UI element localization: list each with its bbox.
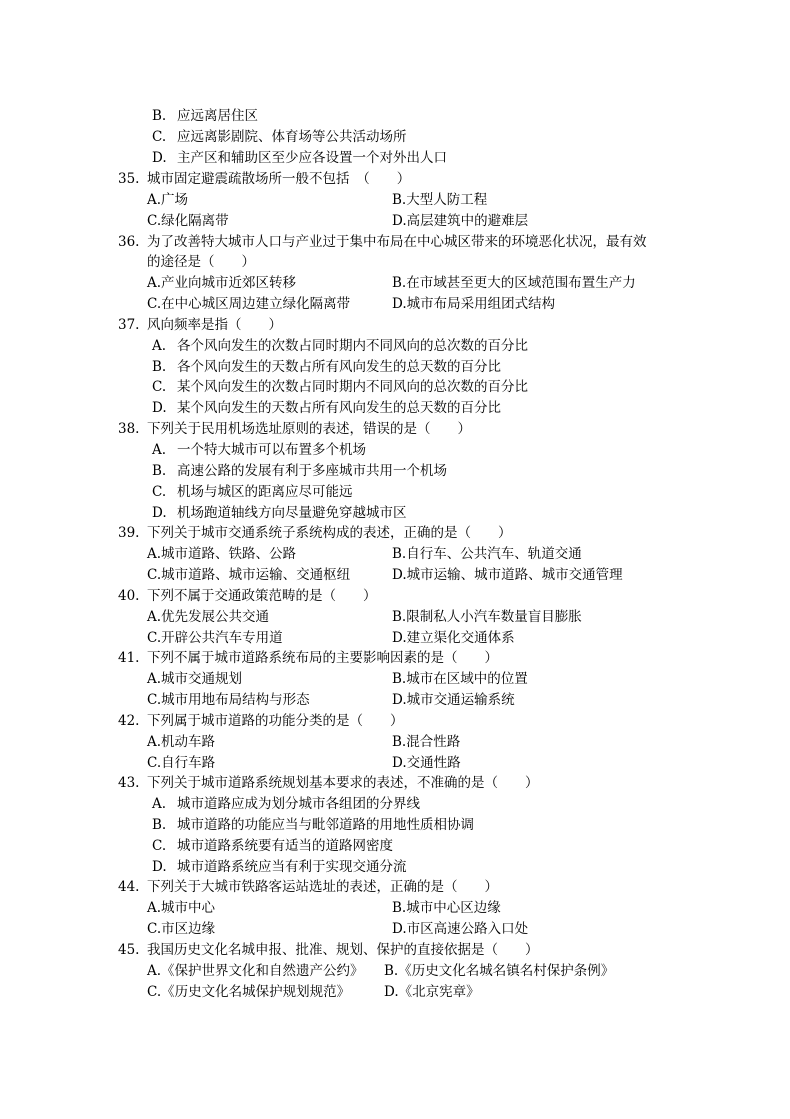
q40-option-c: C.开辟公共汽车专用道 [147,630,283,646]
option-text: 城市道路系统应当有利于实现交通分流 [177,859,407,875]
q42-option-c: C.自行车路 [147,755,216,771]
q42-text: 下列属于城市道路的功能分类的是（ ） [147,713,404,729]
q38-option-c [152,482,353,502]
option-text: 城市道路应成为划分城市各组团的分界线 [177,796,420,812]
q38-text: 下列关于民用机场选址原则的表述，错误的是（ ） [147,421,471,437]
q42-option-a: A.机动车路 [147,734,216,750]
q41-option-a: A.城市交通规划 [147,671,243,687]
q43-option-c [152,836,393,856]
q44-option-a: A.城市中心 [147,900,216,916]
option-label: B. [152,108,167,124]
q37-option-c [152,377,528,397]
option-text: 应远离居住区 [177,108,258,124]
q38-option-b [152,461,447,481]
option-label: B. [152,463,167,479]
q44-option-b: B.城市中心区边缘 [392,900,501,916]
option-label: C. [152,838,167,854]
q41-number: 41. [118,650,140,666]
q43-option-d [152,857,407,877]
option-label: A. [152,338,167,354]
option-label: C. [152,379,167,395]
q45-option-b: B.《历史文化名城名镇名村保护条例》 [384,963,615,979]
q44-option-d: D.市区高速公路入口处 [392,921,529,937]
q45-number: 45. [118,942,140,958]
q41-text: 下列不属于城市道路系统布局的主要影响因素的是（ ） [147,650,498,666]
option-label: B. [152,817,167,833]
option-text: 某个风向发生的次数占同时期内不同风向的总次数的百分比 [177,379,528,395]
option-label: D. [152,150,167,166]
q40-number: 40. [118,588,140,604]
q36-text-line1: 为了改善特大城市人口与产业过于集中布局在中心城区带来的环境恶化状况，最有效 [147,234,647,250]
option-label: D. [152,400,167,416]
option-label: A. [152,796,167,812]
q38-option-a [152,440,366,460]
q40-text: 下列不属于交通政策范畴的是（ ） [147,588,377,604]
option-text: 机场与城区的距离应尽可能远 [177,484,353,500]
q37-number: 37. [118,317,140,333]
q45-option-c: C.《历史文化名城保护规划规范》 [147,984,351,1000]
q37-option-b [152,357,501,377]
q38-option-d [152,503,407,523]
q35-number: 35. [118,171,140,187]
q42-number: 42. [118,713,140,729]
q42-option-b: B.混合性路 [392,734,461,750]
option-text: 某个风向发生的天数占所有风向发生的总天数的百分比 [177,400,501,416]
q40-option-b: B.限制私人小汽车数量盲目膨胀 [392,609,582,625]
q39-option-b: B.自行车、公共汽车、轨道交通 [392,546,582,562]
option-text: 各个风向发生的天数占所有风向发生的总天数的百分比 [177,359,501,375]
option-text: 城市道路的功能应当与毗邻道路的用地性质相协调 [177,817,474,833]
q39-option-c: C.城市道路、城市运输、交通枢纽 [147,567,351,583]
q43-option-a [152,794,420,814]
q36-option-c: C.在中心城区周边建立绿化隔离带 [147,296,351,312]
q43-text: 下列关于城市道路系统规划基本要求的表述，不准确的是（ ） [147,775,539,791]
q36-option-d: D.城市布局采用组团式结构 [392,296,556,312]
option-text: 高速公路的发展有利于多座城市共用一个机场 [177,463,447,479]
q40-option-a: A.优先发展公共交通 [147,609,270,625]
q36-option-b: B.在市域甚至更大的区域范围布置生产力 [392,275,636,291]
q36-option-a: A.产业向城市近郊区转移 [147,275,297,291]
option-text: 城市道路系统要有适当的道路网密度 [177,838,393,854]
q39-option-a: A.城市道路、铁路、公路 [147,546,297,562]
q44-option-c: C.市区边缘 [147,921,216,937]
q37-text: 风向频率是指（ ） [147,317,282,333]
q35-option-a: A.广场 [147,192,189,208]
option-text: 一个特大城市可以布置多个机场 [177,442,366,458]
q39-text: 下列关于城市交通系统子系统构成的表述，正确的是（ ） [147,525,512,541]
q45-option-a: A.《保护世界文化和自然遗产公约》 [147,963,364,979]
q36-text-line2: 的途径是（ ） [147,254,255,270]
q44-number: 44. [118,879,140,895]
option-text: 主产区和辅助区至少应各设置一个对外出人口 [177,150,447,166]
q34-option-c [152,127,407,147]
q45-text: 我国历史文化名城申报、批准、规划、保护的直接依据是（ ） [147,942,539,958]
q34-option-d [152,148,447,168]
q37-option-d [152,398,501,418]
option-label: B. [152,359,167,375]
q38-number: 38. [118,421,140,437]
option-label: C. [152,129,167,145]
q45-option-d: D.《北京宪章》 [384,984,480,1000]
option-label: D. [152,505,167,521]
option-label: A. [152,442,167,458]
q43-number: 43. [118,775,140,791]
q39-number: 39. [118,525,140,541]
q41-option-c: C.城市用地布局结构与形态 [147,692,310,708]
q35-option-b: B.大型人防工程 [392,192,488,208]
option-label: D. [152,859,167,875]
option-text: 应远离影剧院、体育场等公共活动场所 [177,129,407,145]
q37-option-a [152,336,528,356]
option-text: 机场跑道轴线方向尽量避免穿越城市区 [177,505,407,521]
q41-option-d: D.城市交通运输系统 [392,692,515,708]
q39-option-d: D.城市运输、城市道路、城市交通管理 [392,567,623,583]
q34-option-b [152,106,258,126]
q35-option-d: D.高层建筑中的避难层 [392,213,529,229]
q42-option-d: D.交通性路 [392,755,461,771]
option-label: C. [152,484,167,500]
q36-number: 36. [118,234,140,250]
option-text: 各个风向发生的次数占同时期内不同风向的总次数的百分比 [177,338,528,354]
q35-option-c: C.绿化隔离带 [147,213,229,229]
q43-option-b [152,815,474,835]
q40-option-d: D.建立渠化交通体系 [392,630,515,646]
q35-text: 城市固定避震疏散场所一般不包括 （ ） [147,171,411,187]
q44-text: 下列关于大城市铁路客运站选址的表述，正确的是（ ） [147,879,498,895]
q41-option-b: B.城市在区域中的位置 [392,671,528,687]
